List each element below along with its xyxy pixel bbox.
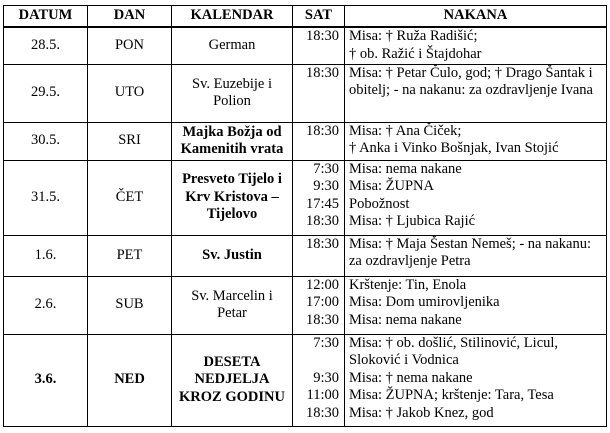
header-dan: DAN (88, 6, 172, 28)
datum-cell: 29.5. (4, 64, 88, 122)
time-value: 18:30 (305, 122, 339, 139)
intention-line: Misa: † Ana Čiček; (349, 122, 462, 139)
table-row (4, 276, 607, 334)
sat-cell (293, 160, 345, 235)
intention-line: Misa: nema nakane (349, 311, 462, 328)
time-value: 18:30 (305, 311, 339, 328)
header-sat: SAT (293, 6, 345, 28)
nakana-cell (345, 276, 607, 334)
time-value: 18:30 (305, 64, 339, 81)
dan-cell: UTO (88, 64, 172, 122)
intention-line: Krštenje: Tin, Enola (349, 276, 467, 293)
nakana-cell (345, 27, 607, 64)
dan-cell: SUB (88, 276, 172, 334)
time-value: 12:00 (305, 276, 339, 293)
intention-line: Misa: † Maja Šestan Nemeš; - na nakanu: za ozdravljenje Petra (349, 235, 592, 269)
schedule-table (3, 5, 607, 427)
nakana-cell (345, 235, 607, 276)
dan-cell: PON (88, 27, 172, 64)
sat-cell (293, 64, 345, 122)
nakana-cell (345, 64, 607, 122)
kalendar-cell: Sv. Marcelin i Petar (172, 276, 293, 334)
intention-line: † Anka i Vinko Bošnjak, Ivan Stojić (349, 140, 559, 156)
time-value: 18:30 (305, 404, 339, 421)
kalendar-cell: German (172, 27, 293, 64)
sat-cell (293, 235, 345, 276)
time-value: 7:30 (313, 334, 339, 351)
nakana-cell (345, 160, 607, 235)
dan-cell: SRI (88, 122, 172, 160)
time-value: 7:30 (313, 160, 339, 177)
time-value: 18:30 (305, 213, 339, 229)
header-nakana: NAKANA (345, 6, 607, 28)
table-row (4, 334, 607, 426)
kalendar-cell: DESETA NEDJELJA KROZ GODINU (172, 334, 293, 426)
header-row (4, 6, 607, 28)
time-gap (296, 352, 339, 370)
sat-cell (293, 122, 345, 160)
time-value: 9:30 (313, 178, 339, 194)
dan-cell: NED (88, 334, 172, 426)
table-row (4, 27, 607, 64)
sat-cell (293, 27, 345, 64)
intention-line: Misa: † nema nakane (349, 369, 473, 386)
table-row (4, 160, 607, 235)
intention-line: Misa: ŽUPNA; krštenje: Tara, Tesa (349, 387, 554, 403)
nakana-cell (345, 334, 607, 426)
intention-line: Misa: nema nakane (349, 160, 462, 177)
sat-cell (293, 334, 345, 426)
intention-line: Misa: † Ljubica Rajić (349, 213, 476, 229)
datum-cell: 1.6. (4, 235, 88, 276)
intention-line: Misa: † Petar Čulo, god; † Drago Šantak i obitelj; - na nakanu: za ozdravljenje Ivana (349, 64, 593, 98)
header-kalendar: KALENDAR (172, 6, 293, 28)
intention-line: Pobožnost (349, 195, 410, 212)
time-value: 17:00 (305, 294, 339, 310)
intention-line: † ob. Ražić i Štajdohar (349, 45, 482, 62)
datum-cell: 2.6. (4, 276, 88, 334)
intention-line: Misa: † Jakob Knez, god (349, 404, 494, 421)
datum-cell: 28.5. (4, 27, 88, 64)
dan-cell: ČET (88, 160, 172, 235)
datum-cell: 30.5. (4, 122, 88, 160)
intention-line: Misa: † Ruža Radišić; (349, 28, 478, 44)
time-value: 17:45 (305, 195, 339, 212)
sat-cell (293, 276, 345, 334)
header-datum: DATUM (4, 6, 88, 28)
time-value: 11:00 (306, 387, 339, 403)
intention-line: Misa: ŽUPNA (349, 178, 434, 194)
time-value: 18:30 (305, 235, 339, 252)
intention-line: Misa: † ob. došlić, Stilinović, Licul, Sloković i Vodnica (349, 334, 559, 368)
table-row (4, 122, 607, 160)
kalendar-cell: Majka Božja od Kamenitih vrata (172, 122, 293, 160)
kalendar-cell: Presveto Tijelo i Krv Kristova – Tijelovo (172, 160, 293, 235)
intention-line: Misa: Dom umirovljenika (349, 294, 500, 310)
datum-cell: 3.6. (4, 334, 88, 426)
table-row (4, 235, 607, 276)
kalendar-cell: Sv. Justin (172, 235, 293, 276)
nakana-cell (345, 122, 607, 160)
datum-cell: 31.5. (4, 160, 88, 235)
kalendar-cell: Sv. Euzebije i Polion (172, 64, 293, 122)
time-value: 9:30 (313, 369, 339, 386)
dan-cell: PET (88, 235, 172, 276)
table-row (4, 64, 607, 122)
time-value: 18:30 (305, 28, 339, 44)
